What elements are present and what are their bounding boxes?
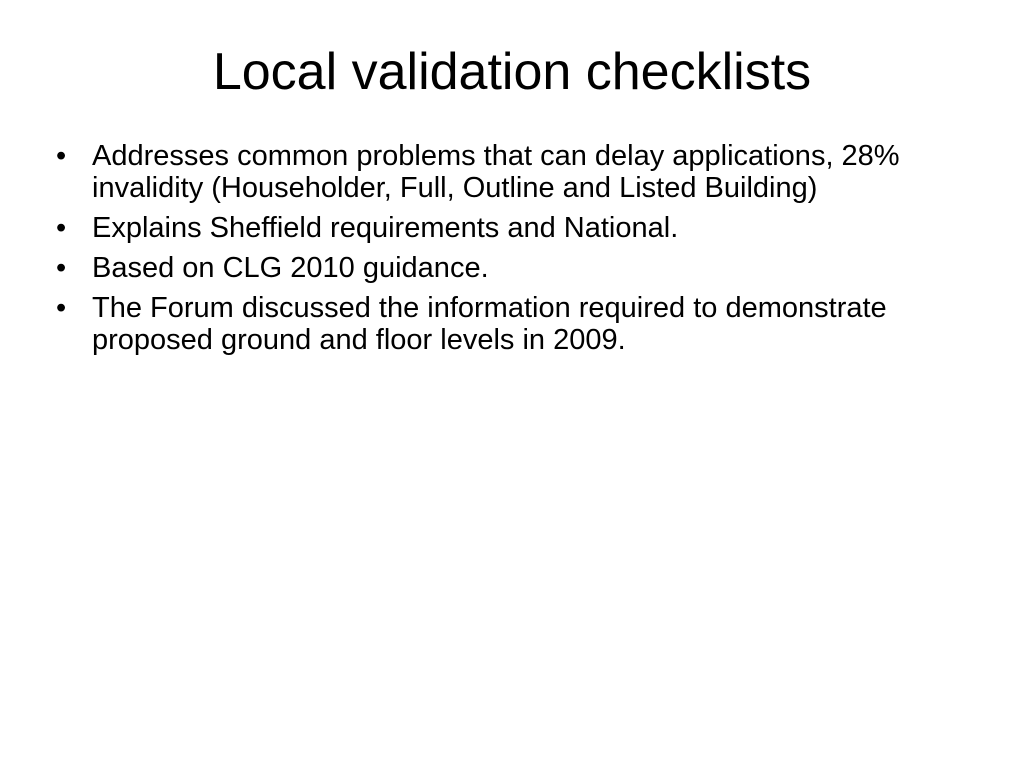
bullet-item [52,140,952,204]
bullet-item [52,212,952,244]
bullet-icon: • [56,252,67,284]
bullet-item [52,292,952,356]
bullet-item [52,252,952,284]
bullet-icon: • [56,140,67,172]
bullet-icon: • [56,212,67,244]
bullet-text: Explains Sheffield requirements and National. [92,212,679,244]
bullet-text: Based on CLG 2010 guidance. [92,252,489,284]
bullet-list [52,140,952,364]
bullet-text: Addresses common problems that can delay applications, 28% invalidity (Householder, Full, Outline and Listed Building) [92,140,900,204]
bullet-icon: • [56,292,67,324]
slide-title: Local validation checklists [212,43,812,101]
bullet-text: The Forum discussed the information required to demonstrate proposed ground and floor levels in 2009. [92,292,887,356]
